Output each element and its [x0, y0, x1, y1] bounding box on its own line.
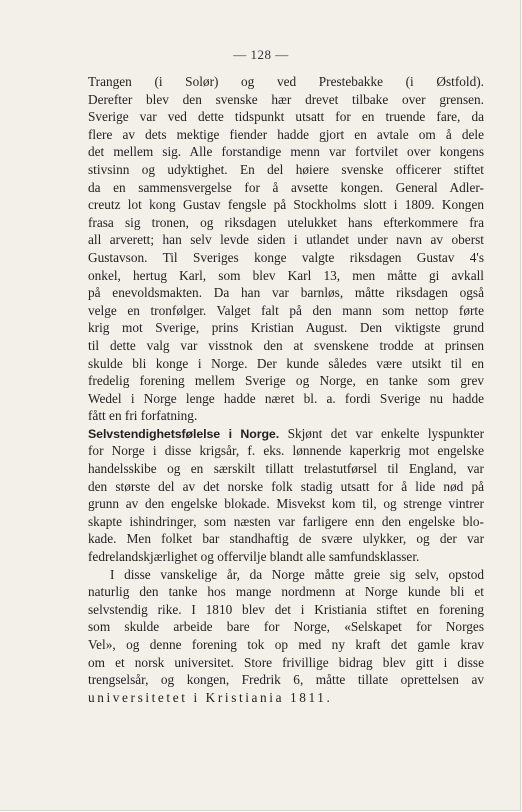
- line-text: universitetet i Kristiania 1811.: [88, 689, 333, 705]
- text-line: [88, 231, 484, 249]
- text-line: [88, 407, 484, 425]
- text-line: [88, 91, 484, 109]
- text-line: [88, 214, 484, 232]
- text-line: [88, 161, 484, 179]
- line-text: onkel, hertug Karl, som blev Karl 13, men måtte gi avkall: [88, 267, 484, 283]
- text-line: [88, 601, 484, 619]
- text-line: [88, 513, 484, 531]
- line-text: creutz lot kong Gustav fengsle på Stockholms slott i 1809. Kongen: [88, 197, 484, 213]
- line-text: Skjønt det var enkelte lyspunkter: [279, 425, 484, 441]
- line-text: skulde bli konge i Norge. Der kunde således være utsikt til en: [88, 355, 484, 371]
- line-text: selvstendig rike. I 1810 blev det i Kristiania stiftet en forening: [88, 601, 484, 617]
- text-line: [88, 390, 484, 408]
- text-line: [88, 196, 484, 214]
- text-line: [88, 583, 484, 601]
- text-line: [88, 337, 484, 355]
- line-text: Derefter blev den svenske hær drevet tilbake over grensen.: [88, 91, 484, 107]
- text-line: [88, 143, 484, 161]
- text-line: [88, 355, 484, 373]
- text-line: [88, 654, 484, 672]
- line-text: handelsskibe og en særskilt tillatt trelastutførsel til England, var: [88, 461, 484, 477]
- text-line: [88, 495, 484, 513]
- text-line: [88, 636, 484, 654]
- line-text: fått en fri forfatning.: [88, 408, 198, 424]
- line-text: på enevoldsmakten. Da han var barnløs, måtte riksdagen også: [88, 285, 484, 301]
- text-line: [88, 372, 484, 390]
- line-text: stivsinn og udyktighet. En del høiere svenske officerer stiftet: [88, 161, 484, 177]
- line-text: krig mot Sverige, prins Kristian August. Den viktigste grund: [88, 320, 484, 336]
- line-text: om et norsk universitet. Store frivillige bidrag blev gitt i disse: [88, 654, 484, 670]
- line-text: til dette valg var visstnok den at svenskene trodde at prinsen: [88, 337, 484, 353]
- line-text: fedrelandskjærlighet og offervilje blandt alle samfundsklasser.: [88, 549, 420, 565]
- page-number: — 128 —: [233, 47, 289, 62]
- text-line: [88, 319, 484, 337]
- text-line: [88, 267, 484, 285]
- line-text: for Norge i disse krigsår, f. eks. lønnende kaperkrig mot engelske: [88, 443, 484, 459]
- text-line: [88, 73, 484, 91]
- text-line: [88, 530, 484, 548]
- text-line: [88, 618, 484, 636]
- text-line: [88, 478, 484, 496]
- body-text: [88, 73, 484, 706]
- line-text: velge en tronfølger. Valget falt på den mann som nettop førte: [88, 302, 484, 318]
- line-text: som skulde arbeide bare for Norge, «Selskapet for Norges: [88, 619, 484, 635]
- line-text: Sverige var ved dette tidspunkt utsatt for en truende fare, da: [88, 109, 484, 125]
- text-line: [88, 460, 484, 478]
- line-text: Wedel i Norge lenge hadde næret bl. a. fordi Sverige nu hadde: [88, 390, 484, 406]
- line-text: Trangen (i Solør) og ved Prestebakke (i Østfold).: [88, 74, 484, 89]
- text-line: [88, 548, 484, 566]
- text-line: [88, 249, 484, 267]
- text-line: [88, 425, 484, 443]
- text-line: [88, 179, 484, 197]
- line-text: den største del av det norske folk stadig utsatt for å lide nød på: [88, 478, 484, 494]
- line-text: frasa sig tronen, og riksdagen utelukket hans efterkommere fra: [88, 214, 484, 230]
- line-text: skapte ishindringer, som næsten var farligere enn den engelske blo-: [88, 513, 484, 529]
- line-text: det mellem sig. Alle forstandige menn var fortvilet over kongens: [88, 144, 484, 160]
- text-line: [88, 126, 484, 144]
- line-text: flere av dets mektige fiender hadde gjort en avtale om å dele: [88, 126, 484, 142]
- line-text: all arverett; han selv levde siden i utlandet under navn av oberst: [88, 232, 484, 248]
- line-text: Gustavson. Til Sveriges konge valgte riksdagen Gustav 4's: [88, 249, 484, 265]
- text-line: [88, 566, 484, 584]
- text-line: [88, 108, 484, 126]
- text-line: [88, 284, 484, 302]
- line-text: fredelig forening mellem Sverige og Norge, en tanke som grev: [88, 373, 484, 389]
- line-text: kade. Men folket bar standhaftig de svære ulykker, og der var: [88, 531, 484, 547]
- text-line: [88, 302, 484, 320]
- line-text: naturlig den tanke hos mange nordmenn at Norge kunde bli et: [88, 584, 484, 600]
- text-line: [88, 689, 484, 707]
- line-text: grunn av den engelske blokade. Misvekst kom til, og strenge vintrer: [88, 496, 484, 512]
- line-text: I disse vanskelige år, da Norge måtte greie sig selv, opstod: [110, 566, 484, 582]
- line-text: Vel», og denne forening tok op med ny kraft det gamle krav: [88, 637, 484, 652]
- line-text: da en sammensvergelse for å avsette kongen. General Adler-: [88, 179, 484, 195]
- line-text: trengselsår, og kongen, Fredrik 6, måtte tillate oprettelsen av: [88, 672, 484, 688]
- text-line: [88, 671, 484, 689]
- text-line: [88, 442, 484, 460]
- section-heading: Selvstendighetsfølelse i Norge.: [88, 426, 280, 441]
